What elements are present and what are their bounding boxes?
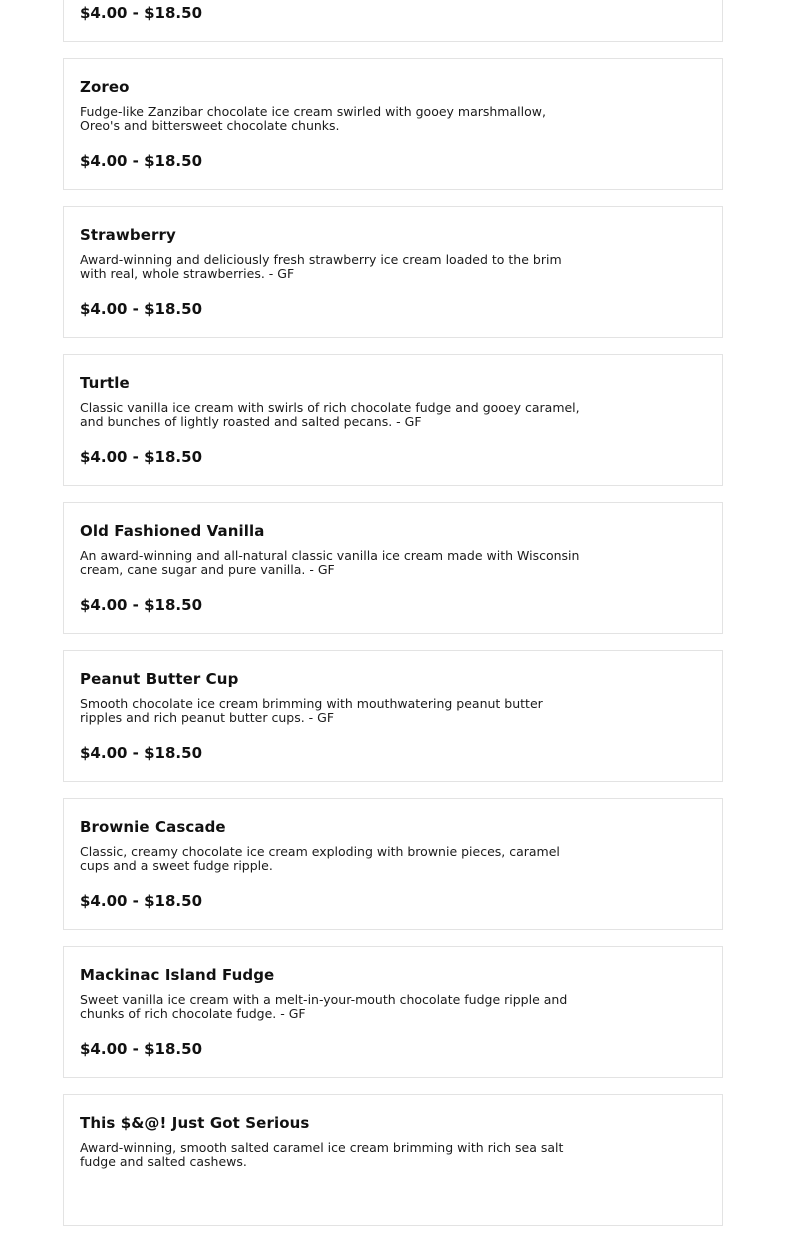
- menu-item-price: $4.00 - $18.50: [80, 744, 202, 762]
- menu-item-list: [63, 0, 723, 1242]
- menu-item-name: Zoreo: [80, 78, 130, 96]
- menu-item-name: This $&@! Just Got Serious: [80, 1114, 310, 1132]
- menu-item-price: $4.00 - $18.50: [80, 152, 202, 170]
- menu-item-description: Classic vanilla ice cream with swirls of rich chocolate fudge and gooey caramel, and bunches of lightly roasted and salted pecans. - GF: [80, 400, 580, 429]
- menu-item-card[interactable]: [63, 798, 723, 930]
- menu-item-description: Sweet vanilla ice cream with a melt-in-your-mouth chocolate fudge ripple and chunks of rich chocolate fudge. - GF: [80, 992, 568, 1021]
- menu-item-description: Classic, creamy chocolate ice cream exploding with brownie pieces, caramel cups and a sweet fudge ripple.: [80, 844, 560, 873]
- menu-item-name: Strawberry: [80, 226, 176, 244]
- menu-item-description: Fudge-like Zanzibar chocolate ice cream swirled with gooey marshmallow, Oreo's and bittersweet chocolate chunks.: [80, 104, 546, 133]
- menu-item-name: Turtle: [80, 374, 130, 392]
- menu-item-description: Award-winning, smooth salted caramel ice cream brimming with rich sea salt fudge and salted cashews.: [80, 1140, 564, 1169]
- menu-item-card[interactable]: [63, 946, 723, 1078]
- menu-item-card[interactable]: [63, 650, 723, 782]
- menu-item-price: $4.00 - $18.50: [80, 596, 202, 614]
- menu-item-name: Peanut Butter Cup: [80, 670, 239, 688]
- menu-item-card[interactable]: [63, 1094, 723, 1226]
- menu-item-card[interactable]: [63, 502, 723, 634]
- menu-item-name: Mackinac Island Fudge: [80, 966, 275, 984]
- menu-item-card[interactable]: [63, 58, 723, 190]
- menu-item-price: $4.00 - $18.50: [80, 1040, 202, 1058]
- menu-item-description: Award-winning and deliciously fresh strawberry ice cream loaded to the brim with real, whole strawberries. - GF: [80, 252, 562, 281]
- menu-item-card[interactable]: [63, 206, 723, 338]
- menu-item-price: $4.00 - $18.50: [80, 4, 202, 22]
- menu-item-name: Old Fashioned Vanilla: [80, 522, 265, 540]
- menu-item-description: Smooth chocolate ice cream brimming with mouthwatering peanut butter ripples and rich peanut butter cups. - GF: [80, 696, 543, 725]
- menu-item-price: $4.00 - $18.50: [80, 300, 202, 318]
- menu-item-price: $4.00 - $18.50: [80, 892, 202, 910]
- menu-item-name: Brownie Cascade: [80, 818, 226, 836]
- menu-item-card[interactable]: [63, 354, 723, 486]
- menu-item-description: An award-winning and all-natural classic vanilla ice cream made with Wisconsin cream, cane sugar and pure vanilla. - GF: [80, 548, 580, 577]
- menu-item-price: $4.00 - $18.50: [80, 448, 202, 466]
- menu-item-card[interactable]: [63, 0, 723, 42]
